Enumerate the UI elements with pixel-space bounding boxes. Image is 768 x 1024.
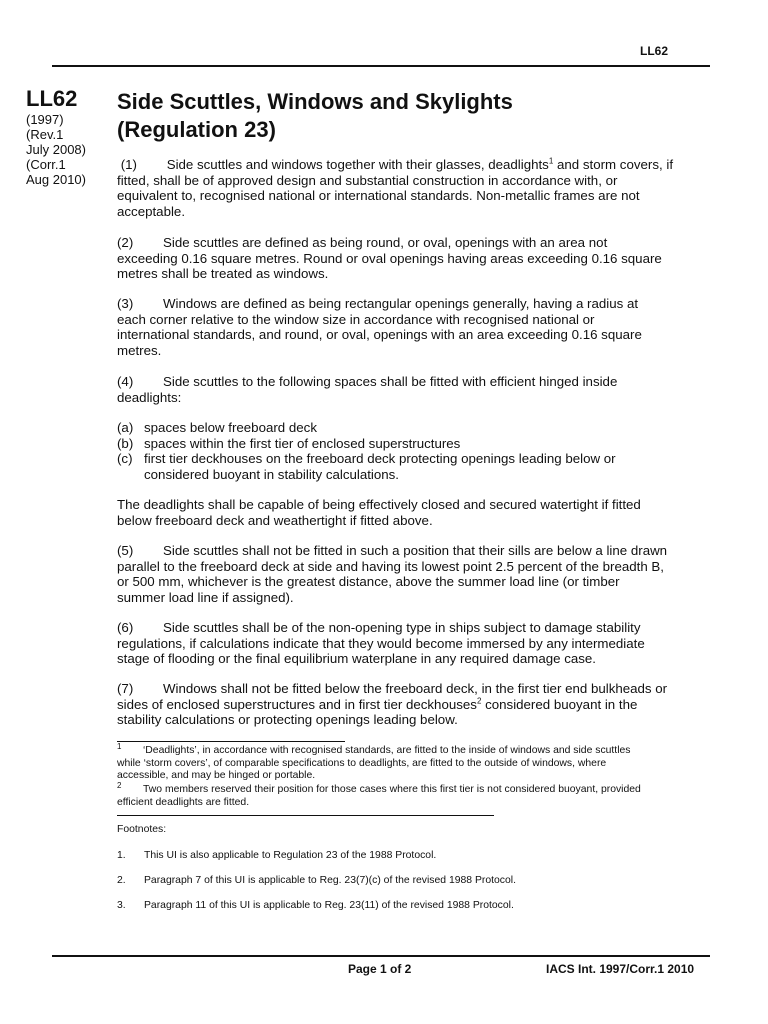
footnote-line: Two members reserved their position for those cases where this first tier is not considered buoyant, provided	[143, 784, 641, 795]
sidebar-line: (Rev.1	[26, 127, 64, 142]
paragraph-text: Side scuttles shall be of the non-opening type in ships subject to damage stability	[163, 620, 641, 635]
list-item-text: first tier deckhouses on the freeboard deck protecting openings leading below or	[144, 451, 616, 467]
paragraph-2	[117, 235, 707, 282]
paragraph-text: Side scuttles and windows together with their glasses, deadlights	[166, 157, 549, 172]
title-line-2: (Regulation 23)	[117, 117, 276, 142]
footnote-line: efficient deadlights are fitted.	[117, 796, 250, 808]
footnote-line: accessible, and may be hinged or portable.	[117, 770, 316, 781]
paragraph-number: (3)	[117, 296, 134, 311]
sidebar-line: Aug 2010)	[26, 172, 86, 187]
paragraph-line: exceeding 0.16 square metres. Round or oval openings having areas exceeding 0.16 square	[117, 250, 662, 266]
revision-sidebar	[26, 86, 106, 187]
paragraph-line: stage of flooding or the final equilibrium waterplane in any required damage case.	[117, 651, 596, 667]
paragraph-line: metres shall be treated as windows.	[117, 266, 329, 282]
footnote-ref: 1	[548, 156, 554, 166]
footnote-separator	[117, 741, 345, 742]
paragraph-line: deadlights:	[117, 389, 182, 405]
paragraph-line: or 500 mm, whichever is the greatest distance, above the summer load line (or timber	[117, 574, 620, 590]
note-text: This UI is also applicable to Regulation 23 of the 1988 Protocol.	[144, 850, 437, 861]
paragraph-number: (4)	[117, 374, 134, 389]
note-item	[117, 875, 707, 889]
note-number: 1.	[117, 850, 126, 861]
sidebar-line: (Corr.1	[26, 157, 66, 172]
paragraph-6	[117, 620, 707, 667]
sidebar-code: LL62	[26, 86, 78, 111]
paragraph-number: (5)	[117, 543, 134, 558]
page-footnote-1	[117, 742, 707, 783]
footer-rule	[52, 955, 710, 957]
list-item-text: spaces below freeboard deck	[144, 420, 317, 435]
paragraph-text: Windows are defined as being rectangular openings generally, having a radius at	[163, 296, 639, 311]
header-document-code: LL62	[640, 44, 669, 58]
paragraph-text: Side scuttles shall not be fitted in such a position that their sills are below a line drawn	[163, 543, 668, 558]
paragraph-line: each corner relative to the window size in accordance with recognised national or	[117, 311, 595, 327]
note-item	[117, 850, 707, 864]
footnote-mark: 1	[117, 742, 122, 751]
paragraph-line: The deadlights shall be capable of being effectively closed and secured watertight if fitted	[117, 497, 641, 512]
paragraph-number: (2)	[117, 235, 134, 250]
paragraph-line: fitted, shall be of approved design and substantial construction in accordance with, or	[117, 172, 618, 188]
paragraph-text: Windows shall not be fitted below the freeboard deck, in the first tier end bulkheads or	[163, 681, 668, 696]
paragraph-line: summer load line if assigned).	[117, 589, 294, 605]
title-line-1: Side Scuttles, Windows and Skylights	[117, 89, 513, 114]
footnote-mark: 2	[117, 781, 122, 790]
paragraph-line: regulations, if calculations indicate that they would become immersed by any intermediate	[117, 635, 645, 651]
paragraph-line: below freeboard deck and weathertight if fitted above.	[117, 512, 433, 528]
notes-heading: Footnotes:	[117, 824, 167, 835]
paragraph-number: (7)	[117, 681, 134, 696]
sidebar-line: (1997)	[26, 112, 64, 127]
note-number: 2.	[117, 875, 126, 886]
paragraph-7	[117, 681, 707, 728]
note-text: Paragraph 11 of this UI is applicable to Reg. 23(11) of the revised 1988 Protocol.	[144, 900, 514, 911]
paragraph-4	[117, 374, 707, 405]
note-number: 3.	[117, 900, 126, 911]
page-footnote-2	[117, 781, 707, 809]
footnote-line: ‘Deadlights’, in accordance with recognised standards, are fitted to the inside of windows and side scuttles	[143, 745, 631, 756]
list-item-text: spaces within the first tier of enclosed superstructures	[144, 435, 461, 451]
paragraph-text: sides of enclosed superstructures and in first tier deckhouses	[117, 696, 477, 712]
paragraph-3	[117, 296, 707, 358]
paragraph-line: stability calculations or protecting openings leading below.	[117, 712, 458, 728]
space-list	[117, 420, 707, 484]
list-item-continuation: considered buoyant in stability calculations.	[144, 466, 400, 482]
paragraph-line: international standards, and round, or oval, openings with an area exceeding 0.16 square	[117, 327, 642, 343]
sidebar-line: July 2008)	[26, 142, 86, 157]
list-item-label: (c)	[117, 451, 133, 467]
page-number: Page 1 of 2	[348, 962, 412, 976]
note-item	[117, 900, 707, 914]
header-rule	[52, 65, 710, 67]
paragraph-5	[117, 543, 707, 605]
notes-separator	[117, 815, 494, 816]
paragraph-1	[117, 157, 707, 219]
paragraph-line: equivalent to, recognised national or international standards. Non-metallic frames are not	[117, 188, 640, 204]
paragraph-line: acceptable.	[117, 203, 186, 219]
paragraph-number: (6)	[117, 620, 134, 635]
paragraph-text: Side scuttles to the following spaces shall be fitted with efficient hinged inside	[163, 374, 618, 389]
paragraph-text: Side scuttles are defined as being round, or oval, openings with an area not	[163, 235, 608, 250]
footer-reference: IACS Int. 1997/Corr.1 2010	[546, 962, 695, 976]
paragraph-line: metres.	[117, 342, 162, 358]
paragraph-4-continued	[117, 497, 707, 528]
list-item-label: (a)	[117, 420, 134, 435]
paragraph-text: considered buoyant in the	[481, 696, 638, 712]
page-title	[117, 88, 677, 144]
paragraph-text: and storm covers, if	[553, 157, 674, 172]
footnote-line: while ‘storm covers’, of comparable specifications to deadlights, are fitted to the outside of windows, where	[117, 757, 607, 769]
paragraph-line: parallel to the freeboard deck at side and having its lowest point 2.5 percent of the breadth B,	[117, 558, 664, 574]
footnote-ref: 2	[476, 696, 482, 706]
note-text: Paragraph 7 of this UI is applicable to Reg. 23(7)(c) of the revised 1988 Protocol.	[144, 875, 516, 886]
paragraph-number: (1)	[120, 157, 137, 172]
list-item-label: (b)	[117, 435, 134, 451]
